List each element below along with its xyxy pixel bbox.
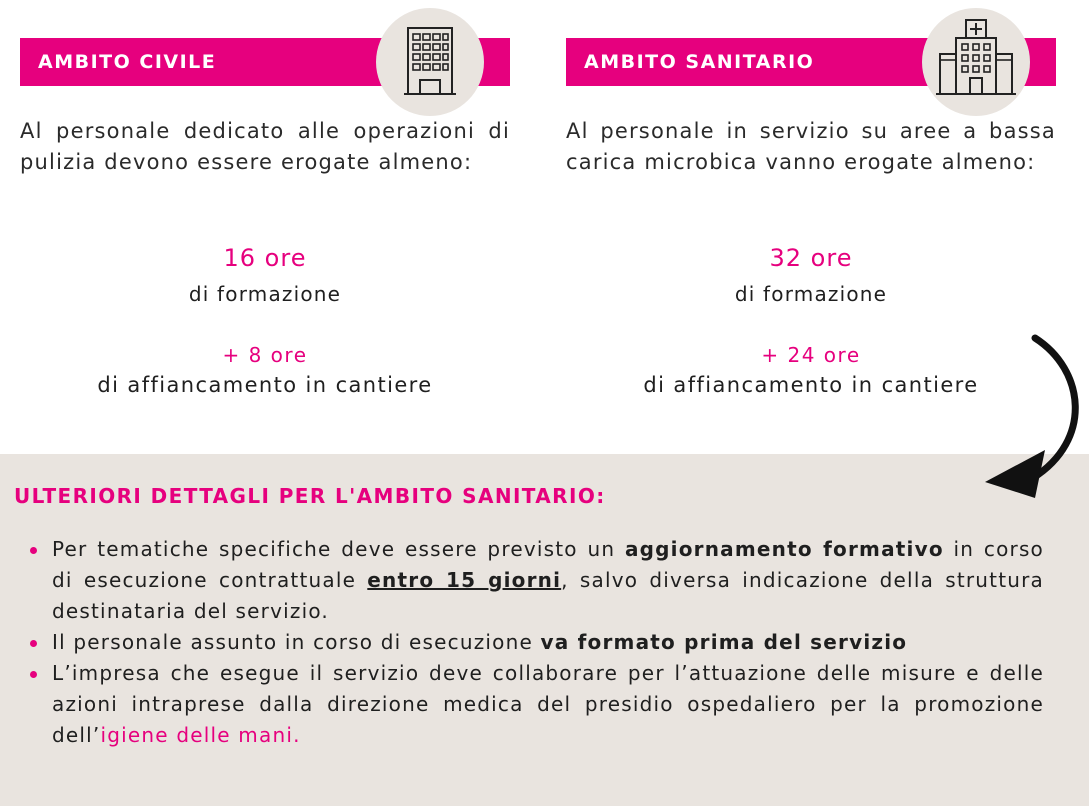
details-panel <box>0 454 1089 806</box>
office-building-icon <box>376 8 484 116</box>
civil-shadowing-hours: + 8 ore <box>222 343 308 367</box>
list-item: Per tematiche specifiche deve essere previsto un aggiornamento formativo in corso di esecuzione contrattuale entro 15 giorni, salvo diversa indicazione della struttura destinataria del servizio. <box>28 534 1044 627</box>
health-banner: AMBITO SANITARIO <box>566 38 1056 86</box>
civil-training-label: di formazione <box>188 282 342 306</box>
civil-training-hours: 16 ore <box>223 244 307 272</box>
civil-column <box>20 0 510 440</box>
health-shadowing-hours: + 24 ore <box>761 343 861 367</box>
health-training-label: di formazione <box>734 282 888 306</box>
civil-intro-text: Al personale dedicato alle operazioni di pulizia devono essere erogate almeno: <box>20 119 510 174</box>
civil-banner: AMBITO CIVILE <box>20 38 510 86</box>
hospital-icon <box>922 8 1030 116</box>
details-title: ULTERIORI DETTAGLI PER L'AMBITO SANITARIO: <box>14 484 606 508</box>
list-item: L’impresa che esegue il servizio deve collaborare per l’attuazione delle misure e delle azioni intraprese dalla direzione medica del presidio ospedaliero per la promozione dell’igiene delle mani. <box>28 658 1044 751</box>
civil-shadowing-label: di affiancamento in cantiere <box>97 373 433 397</box>
details-list <box>28 534 1044 751</box>
health-training-hours: 32 ore <box>769 244 853 272</box>
health-intro-text: Al personale in servizio su aree a bassa carica microbica vanno erogate almeno: <box>566 119 1056 174</box>
curved-arrow-icon <box>975 330 1089 500</box>
health-shadowing-label: di affiancamento in cantiere <box>643 373 979 397</box>
list-item: Il personale assunto in corso di esecuzione va formato prima del servizio <box>28 627 1044 658</box>
